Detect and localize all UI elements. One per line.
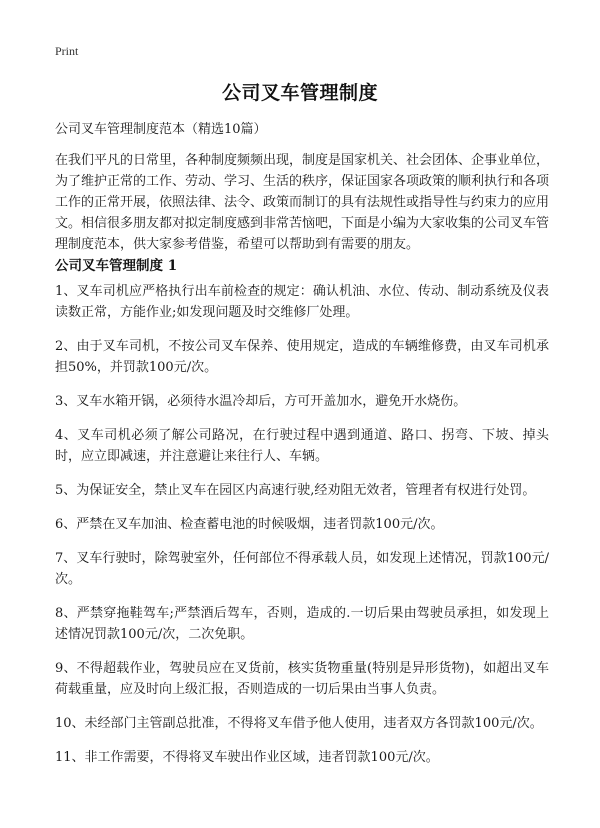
page-title: 公司叉车管理制度 xyxy=(221,82,378,104)
rule-item: 4、叉车司机必须了解公司路况，在行驶过程中遇到通道、路口、拐弯、下坡、掉头时，应立即减速，并注意避让来往行人、车辆。 xyxy=(55,428,549,464)
rule-item: 8、严禁穿拖鞋驾车;严禁酒后驾车，否则，造成的.一切后果由驾驶员承担，如发现上述情况罚款100元/次，二次免职。 xyxy=(55,606,549,642)
print-label: Print xyxy=(55,44,79,58)
rule-item: 5、为保证安全，禁止叉车在园区内高速行驶,经劝阻无效者，管理者有权进行处罚。 xyxy=(55,483,536,498)
section-heading: 公司叉车管理制度 1 xyxy=(55,258,178,274)
rule-item: 2、由于叉车司机，不按公司叉车保养、使用规定，造成的车辆维修费，由叉车司机承担50%，并罚款100元/次。 xyxy=(55,339,549,375)
intro-paragraph: 在我们平凡的日常里，各种制度频频出现，制度是国家机关、社会团体、企事业单位，为了维护正常的工作、劳动、学习、生活的秩序，保证国家各项政策的顺利执行和各项工作的正常开展，依照法律、法令、政策而制订的具有法规性或指导性与约束力的应用文。相信很多朋友都对拟定制度感到非常苦恼吧，下面是小编为大家收集的公司叉车管理制度范本，供大家参考借鉴，希望可以帮助到有需要的朋友。 xyxy=(55,153,550,252)
rules-list xyxy=(55,281,549,781)
rule-item: 9、不得超载作业，驾驶员应在叉货前，核实货物重量(特别是异形货物)，如超出叉车荷载重量，应及时向上级汇报，否则造成的一切后果由当事人负责。 xyxy=(55,661,549,697)
rule-item: 10、未经部门主管副总批准，不得将叉车借予他人使用，违者双方各罚款100元/次。 xyxy=(55,716,543,731)
rule-item: 6、严禁在叉车加油、检查蓄电池的时候吸烟，违者罚款100元/次。 xyxy=(55,517,444,532)
rule-item: 3、叉车水箱开锅，必须待水温冷却后，方可开盖加水，避免开水烧伤。 xyxy=(55,394,467,409)
document-subtitle: 公司叉车管理制度范本（精选10篇） xyxy=(55,122,267,137)
rule-item: 7、叉车行驶时，除驾驶室外，任何部位不得承载人员，如发现上述情况，罚款100元/次。 xyxy=(55,551,549,587)
rule-item: 11、非工作需要，不得将叉车驶出作业区域，违者罚款100元/次。 xyxy=(55,750,439,765)
rule-item: 1、叉车司机应严格执行出车前检查的规定：确认机油、水位、传动、制动系统及仪表读数正常，方能作业;如发现问题及时交维修厂处理。 xyxy=(55,284,549,320)
